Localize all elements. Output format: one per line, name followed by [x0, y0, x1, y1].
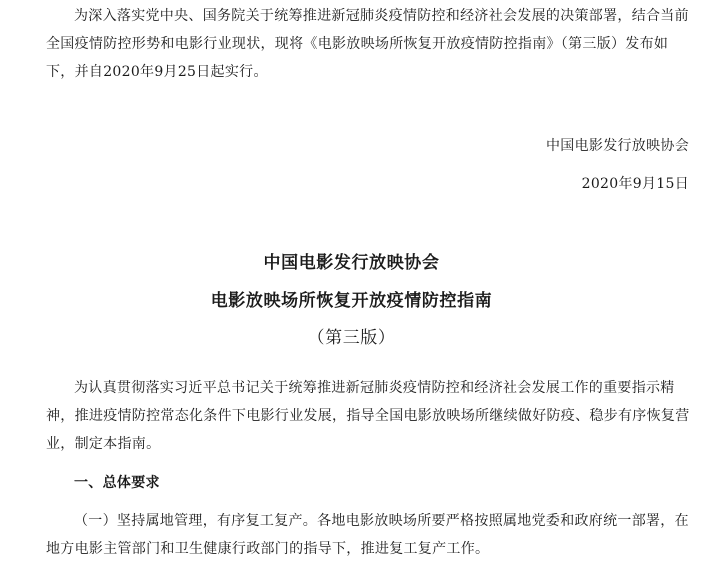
section-line-2: 地方电影主管部门和卫生健康行政部门的指导下，推进复工复产工作。 [46, 541, 490, 557]
edition-label: （第三版） [307, 328, 396, 348]
intro-line-3: 下，并自2020年9月25日起实行。 [46, 64, 268, 80]
preamble-line-3: 业，制定本指南。 [46, 436, 161, 452]
intro-line-2: 全国疫情防控形势和电影行业现状，现将《电影放映场所恢复开放疫情防控指南》（第三版）发布如 [46, 36, 669, 52]
section-heading: 一、总体要求 [74, 475, 160, 491]
signature-org: 中国电影发行放映协会 [546, 138, 689, 154]
preamble-line-1: 为认真贯彻落实习近平总书记关于统筹推进新冠肺炎疫情防控和经济社会发展工作的重要指示精 [74, 380, 675, 396]
preamble-line-2: 神，推进疫情防控常态化条件下电影行业发展，指导全国电影放映场所继续做好防疫、稳步有序恢复营 [46, 408, 690, 424]
org-title: 中国电影发行放映协会 [263, 253, 440, 273]
document-title: 电影放映场所恢复开放疫情防控指南 [210, 291, 493, 311]
section-line-1: （一）坚持属地管理，有序复工复产。各地电影放映场所要严格按照属地党委和政府统一部署，在 [74, 513, 689, 529]
signature-date: 2020年9月15日 [581, 176, 689, 192]
intro-line-1: 为深入落实党中央、国务院关于统筹推进新冠肺炎疫情防控和经济社会发展的决策部署，结合当前 [74, 8, 689, 24]
